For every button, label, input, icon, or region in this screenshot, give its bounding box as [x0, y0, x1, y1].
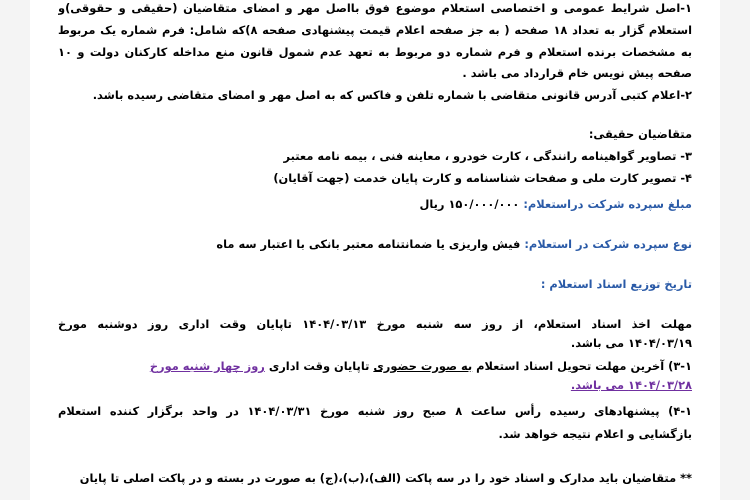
- distribution-heading: تاریخ توزیع اسناد استعلام :: [540, 277, 692, 291]
- delivery-deadline-line-2: [58, 377, 692, 394]
- condition-line-2: استعلام گزار به تعداد ۱۸ صفحه ( به جز صفحه اعلام قیمت پیشنهادی صفحه ۸)که شامل: فرم شماره یک مربوط: [58, 23, 692, 37]
- real-applicants-item-4: ۴- تصویر کارت ملی و صفحات شناسنامه و کارت پایان خدمت (جهت آقایان): [273, 171, 692, 185]
- delivery-middle: تاپایان وقت اداری: [268, 359, 370, 373]
- condition-line-3: به مشخصات برنده استعلام و فرم شماره دو مربوط به تعهد عدم شمول قانون منع مداخله کارکنان دولت و ۱۰: [58, 45, 692, 59]
- delivery-day: روز چهار شنبه مورخ: [149, 359, 265, 373]
- deposit-label: مبلغ سپرده شرکت دراستعلام:: [523, 197, 692, 211]
- delivery-prefix: ۳-۱) آخرین مهلت تحویل اسناد استعلام: [476, 359, 692, 373]
- distribution-line-2: ۱۴۰۴/۰۳/۱۹ می باشد.: [570, 336, 692, 350]
- condition-line-1: ۱-اصل شرایط عمومی و اختصاصی استعلام موضوع فوق بااصل مهر و امضای متقاضیان (حقیقی و حقوقی)و: [58, 1, 692, 15]
- real-applicants-heading: متقاضیان حقیقی:: [588, 127, 692, 141]
- footer-note: ** متقاضیان باید مدارک و اسناد خود را در سه پاکت (الف)،(ب)،(ج) به صورت در بسته و در پاکت اصلی تا پایان: [79, 471, 692, 485]
- document-page: [30, 0, 720, 500]
- deposit-type-line: [58, 236, 692, 253]
- distribution-line-1: مهلت اخذ اسناد استعلام، از روز سه شنبه مورخ ۱۴۰۴/۰۳/۱۳ تاپایان وقت اداری روز دوشنبه مورخ: [58, 317, 692, 331]
- deposit-type-value: فیش واریزی یا ضمانتنامه معتبر بانکی با اعتبار سه ماه: [216, 237, 521, 251]
- deposit-amount-line: [58, 196, 692, 213]
- deposit-type-label: نوع سپرده شرکت در استعلام:: [524, 237, 692, 251]
- opening-line-1: ۴-۱) پیشنهادهای رسیده رأس ساعت ۸ صبح روز شنبه مورخ ۱۴۰۴/۰۳/۳۱ در واحد برگزار کننده استعلام: [58, 404, 692, 418]
- deposit-amount: ۱۵۰/۰۰۰/۰۰۰ ریال: [419, 197, 520, 211]
- condition-line-5: ۲-اعلام کتبی آدرس قانونی متقاضی با شماره تلفن و فاکس که به اصل مهر و امضای متقاضی رسیده باشد.: [92, 88, 692, 102]
- real-applicants-item-3: ۳- تصاویر گواهینامه رانندگی ، کارت خودرو ، معاینه فنی ، بیمه نامه معتبر: [283, 149, 692, 163]
- condition-line-4: صفحه پیش نویس خام قرارداد می باشد .: [462, 66, 692, 80]
- delivery-deadline-line-1: [58, 358, 692, 375]
- delivery-in-person: به صورت حضوری: [373, 359, 473, 373]
- opening-line-2: بازگشایی و اعلام نتیجه خواهد شد.: [498, 427, 692, 441]
- delivery-date: ۱۴۰۴/۰۳/۲۸ می باشد.: [570, 378, 692, 392]
